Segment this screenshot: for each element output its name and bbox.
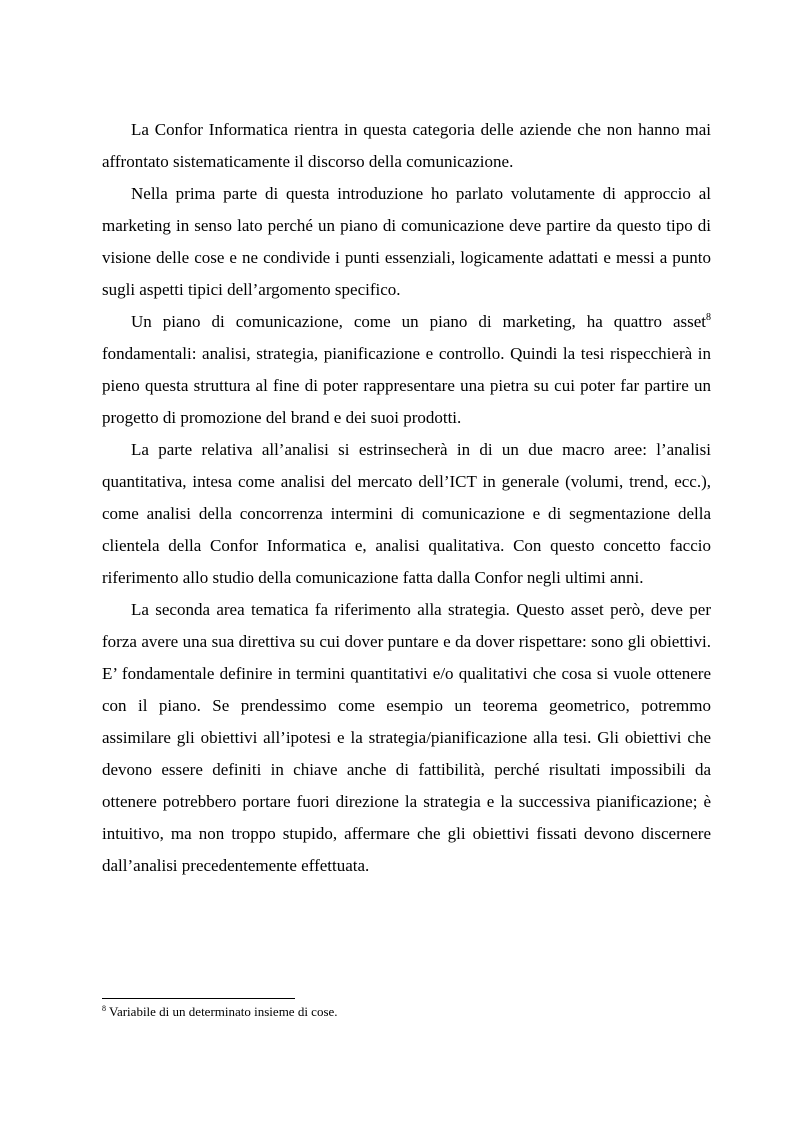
- paragraph-3: [102, 306, 711, 434]
- paragraph-1: La Confor Informatica rientra in questa categoria delle aziende che non hanno mai affrontato sistematicamente il discorso della comunicazione.: [102, 120, 711, 171]
- paragraph-2: Nella prima parte di questa introduzione ho parlato volutamente di approccio al marketing in senso lato perché un piano di comunicazione deve partire da questo tipo di visione delle cose e ne condivide i punti essenziali, logicamente adattati e messi a punto sugli aspetti tipici dell’argomento specifico.: [102, 184, 711, 299]
- paragraph-3-text-before-ref: Un piano di comunicazione, come un piano di marketing, ha quattro asset: [131, 312, 706, 331]
- footnote-text: Variabile di un determinato insieme di cose.: [106, 1004, 338, 1019]
- paragraph-5: La seconda area tematica fa riferimento alla strategia. Questo asset però, deve per forza avere una sua direttiva su cui dover puntare e da dover rispettare: sono gli obiettivi. E’ fondamentale definire in termini quantitativi e/o qualitativi che cosa si vuole ottenere con il piano. Se prendessimo come esempio un teorema geometrico, potremmo assimilare gli obiettivi all’ipotesi e la strategia/pianificazione alla tesi. Gli obiettivi che devono essere definiti in chiave anche di fattibilità, perché risultati impossibili da ottenere potrebbero portare fuori direzione la strategia e la successiva pianificazione; è intuitivo, ma non troppo stupido, affermare che gli obiettivi fissati devono discernere dall’analisi precedentemente effettuata.: [102, 600, 711, 875]
- footnote-marker: 8: [102, 1004, 106, 1013]
- footnote-divider: [102, 998, 295, 999]
- footnote-reference: 8: [706, 312, 711, 323]
- body-text: [102, 114, 711, 882]
- paragraph-3-text-after-ref: fondamentali: analisi, strategia, pianificazione e controllo. Quindi la tesi rispecchierà in pieno questa struttura al fine di poter rappresentare una pietra su cui poter far partire un progetto di promozione del brand e dei suoi prodotti.: [102, 344, 711, 427]
- paragraph-4: La parte relativa all’analisi si estrinsecherà in di un due macro aree: l’analisi quantitativa, intesa come analisi del mercato dell’ICT in generale (volumi, trend, ecc.), come analisi della concorrenza intermini di comunicazione e di segmentazione della clientela della Confor Informatica e, analisi qualitativa. Con questo concetto faccio riferimento allo studio della comunicazione fatta dalla Confor negli ultimi anni.: [102, 440, 711, 587]
- footnote: [102, 1003, 711, 1021]
